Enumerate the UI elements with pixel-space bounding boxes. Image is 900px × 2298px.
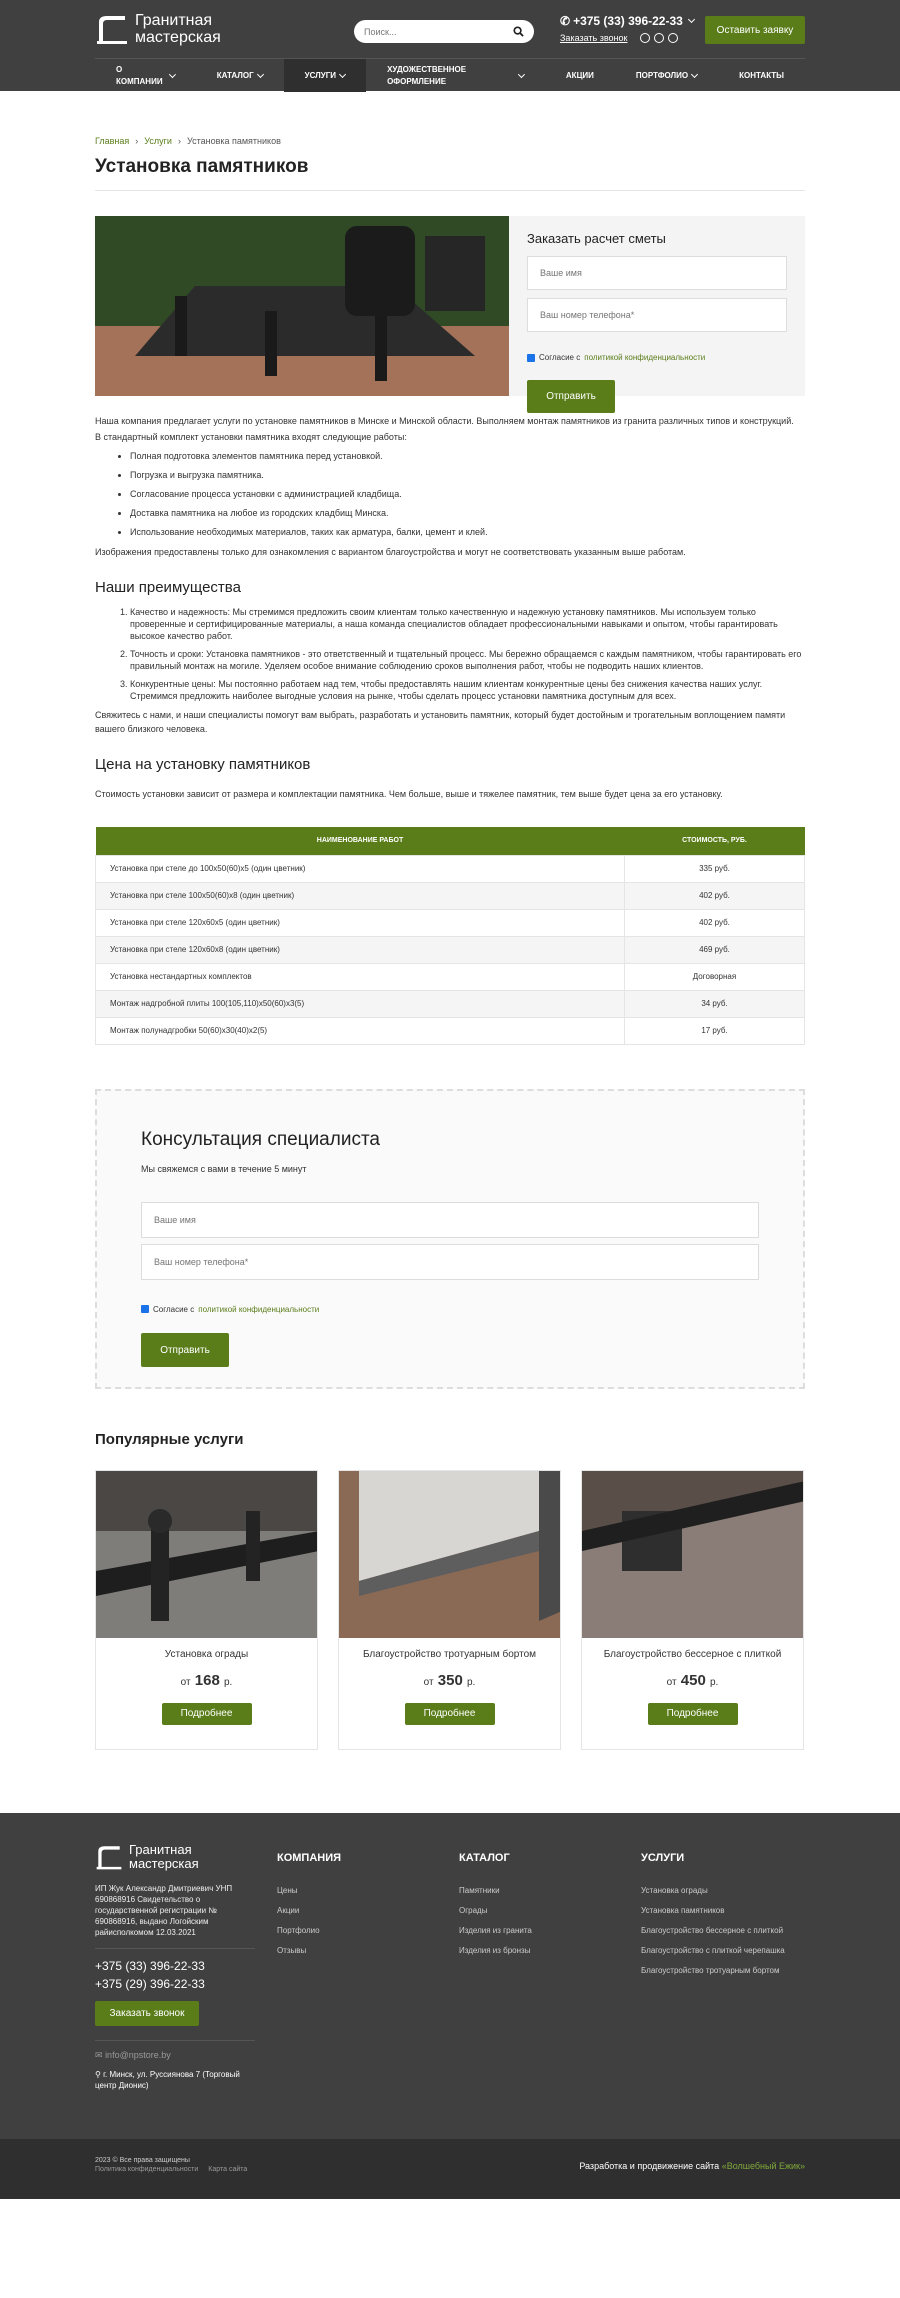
list-item: • Полная подготовка элементов памятника перед установкой. [130,450,805,462]
social-icons [640,33,678,43]
details-button[interactable]: Подробнее [162,1703,252,1725]
phone-field[interactable] [527,298,787,332]
footer-link[interactable]: Акции [277,1906,300,1916]
nav-item-art[interactable] [366,59,545,92]
table-row [96,909,805,936]
footer-phone-2[interactable]: +375 (29) 396-22-33 [95,1976,205,1991]
phone-field[interactable] [141,1244,759,1280]
intro-text: Наша компания предлагает услуги по установке памятников в Минске и Минской области. Выполняем монтаж памятников из гранита различных типов и конструкций. [95,416,794,427]
price-currency: р. [466,1676,476,1688]
description [95,414,805,801]
logo-line2: мастерская [135,29,221,46]
work-price: 17 руб. [625,1017,805,1044]
includes-intro: В стандартный комплект установки памятника входят следующие работы: [95,432,407,443]
consent-checkbox[interactable] [527,354,535,362]
list-item: 3. Конкурентные цены: Мы постоянно работаем над тем, чтобы предоставлять нашим клиентам конкурентные цены без снижения качества наших услуг. Стремимся предложить наиболее выгодные условия на рынке, чтобы сделать процесс установки памятника доступным для всех. [130,678,805,702]
work-name: Установка при стеле до 100х50(60)х5 (один цветник) [96,855,625,882]
logo-line1: Гранитная [135,12,213,29]
breadcrumb-services[interactable]: Услуги [144,136,172,146]
consult-subtitle: Мы свяжемся с вами в течение 5 минут [141,1164,307,1175]
nav-item-services[interactable] [284,59,366,92]
privacy-policy-link[interactable]: Политика конфиденциальности [95,2165,199,2173]
footer-link[interactable]: Ограды [459,1906,488,1916]
header-phone[interactable]: +375 (33) 396-22-33 [573,14,683,28]
service-card[interactable] [338,1470,561,1750]
price-note: Стоимость установки зависит от размера и комплектации памятника. Чем больше, выше и тяжелее памятник, тем выше будет цена за его установку. [95,789,723,800]
submit-button[interactable]: Отправить [527,380,615,413]
page-title: Установка памятников [95,154,805,192]
monument-photo [95,216,509,396]
telegram-icon[interactable] [654,33,664,43]
hero-section [95,216,805,402]
work-price: 469 руб. [625,936,805,963]
estimate-form-title: Заказать расчет сметы [527,231,666,247]
search-icon[interactable] [513,26,524,37]
fence-photo [96,1471,317,1638]
email-link[interactable]: info@npstore.by [105,2049,171,2060]
privacy-consent [527,352,787,363]
nav-label: УСЛУГИ [304,70,337,80]
consent-text: Согласие с [153,1304,195,1314]
site-header [0,0,900,91]
footer-link[interactable]: Портфолио [277,1926,320,1936]
work-name: Установка при стеле 120х60х5 (один цветник) [96,909,625,936]
site-footer [0,1813,900,2139]
footer-column-company [277,1851,447,1966]
footer-link[interactable]: Благоустройство с плиткой черепашка [641,1946,785,1956]
card-price [96,1670,317,1691]
card-price [339,1670,560,1691]
footer-link[interactable]: Установка памятников [641,1906,725,1916]
privacy-policy-link[interactable]: политикой конфиденциальности [198,1304,320,1314]
nav-label: ХУДОЖЕСТВЕННОЕ ОФОРМЛЕНИЕ [387,65,467,86]
service-card[interactable] [581,1470,804,1750]
whatsapp-icon[interactable] [640,33,650,43]
card-price [582,1670,803,1691]
work-price: 335 руб. [625,855,805,882]
work-name: Установка при стеле 100х50(60)х8 (один цветник) [96,882,625,909]
footer-address [95,2069,255,2091]
callback-link[interactable]: Заказать звонок [560,32,628,43]
name-field[interactable] [141,1202,759,1238]
work-name: Монтаж полунадгробки 50(60)х30(40)х2(5) [96,1017,625,1044]
breadcrumb-separator: › [135,136,139,146]
chevron-down-icon [169,71,176,78]
footer-link[interactable]: Благоустройство бессерное с плиткой [641,1926,784,1936]
list-item: • Использование необходимых материалов, таких как арматура, балки, цемент и клей. [130,526,805,538]
nav-item-catalog[interactable] [196,59,284,92]
footer-link[interactable]: Изделия из гранита [459,1926,532,1936]
footer-link[interactable]: Отзывы [277,1946,307,1956]
price-value: 168 [194,1671,220,1689]
footer-column-title: КОМПАНИЯ [277,1851,342,1864]
consult-title: Консультация специалиста [141,1128,381,1150]
logo-icon [95,12,129,46]
nav-label: КАТАЛОГ [216,70,254,80]
footer-callback-button[interactable]: Заказать звонок [95,2001,199,2026]
table-header-row [96,827,805,855]
price-value: 350 [437,1671,463,1689]
breadcrumb-current: Установка памятников [186,136,281,146]
footer-link[interactable]: Изделия из бронзы [459,1946,531,1956]
main-content [95,135,805,1750]
viber-icon[interactable] [668,33,678,43]
consent-text: Согласие с [539,353,581,363]
header-contacts [560,13,694,46]
table-row [96,882,805,909]
includes-list [130,450,805,538]
work-price: Договорная [625,963,805,990]
footer-column-services [641,1851,791,1986]
chevron-down-icon [691,70,698,77]
service-cards [95,1470,805,1750]
nav-item-about[interactable] [95,59,196,92]
site-logo[interactable] [95,12,221,46]
price-prefix: от [666,1676,677,1688]
curb-photo [339,1471,560,1638]
breadcrumb-separator: › [177,136,181,146]
work-name: Установка нестандартных комплектов [96,963,625,990]
consultation-form [95,1089,805,1389]
developer-credit [579,2160,805,2173]
nav-item-contacts[interactable] [718,59,805,92]
footer-column-catalog [459,1851,629,1966]
nav-item-portfolio[interactable] [615,59,718,92]
column-header: СТОИМОСТЬ, РУБ. [625,827,805,855]
price-table [95,827,805,1045]
work-price: 402 руб. [625,882,805,909]
advantages-list [130,606,805,702]
price-currency: р. [709,1676,719,1688]
chevron-down-icon [518,71,525,78]
address-text: г. Минск, ул. Руссиянова 7 (Торговый центр Дионис) [95,2070,240,2091]
bottom-bar [0,2139,900,2199]
list-item: 1. Качество и надежность: Мы стремимся предложить своим клиентам только качественную и надежную установку памятников. Мы используем только проверенные и сертифицированные материалы, а наша команда специалистов обладает профессиональными навыками и опытом, чтобы гарантировать высокое качество работ. [130,606,805,642]
work-price: 402 руб. [625,909,805,936]
breadcrumb-home[interactable]: Главная [95,136,130,146]
card-title: Благоустройство бессерное с плиткой [603,1648,782,1660]
price-value: 450 [680,1671,706,1689]
chevron-down-icon [257,70,264,77]
list-item: • Согласование процесса установки с администрацией кладбища. [130,488,805,500]
nav-label: О КОМПАНИИ [116,65,163,86]
work-name: Установка при стеле 120х60х8 (один цветник) [96,936,625,963]
name-field[interactable] [527,256,787,290]
main-nav [95,58,805,91]
footer-email [95,2040,255,2062]
order-request-button[interactable]: Оставить заявку [705,16,805,44]
service-card[interactable] [95,1470,318,1750]
contact-note: Свяжитесь с нами, и наши специалисты помогут вам выбрать, разработать и установить памятник, который будет достойным и трогательным воплощением памяти вашего близкого человека. [95,710,786,735]
footer-phones [95,1948,255,1993]
price-title: Цена на установку памятников [95,756,311,774]
footer-link[interactable]: Благоустройство тротуарным бортом [641,1966,780,1976]
list-item: 2. Точность и сроки: Установка памятников - это ответственный и тщательный процесс. Мы бережно обращаемся с каждым памятником, чтобы гарантировать его правильный монтаж на могиле. Уделяем особое внимание соблюдению сроков выполнения работ, чтобы не подводить наших клиентов. [130,648,805,672]
developer-link[interactable]: «Волшебный Ежик» [721,2160,805,2171]
search-box [354,20,534,43]
card-title: Установка ограды [164,1648,249,1660]
table-row [96,1017,805,1044]
price-currency: р. [223,1676,233,1688]
work-price: 34 руб. [625,990,805,1017]
nav-label: КОНТАКТЫ [739,70,784,80]
chevron-down-icon[interactable] [688,16,695,23]
popular-services-title: Популярные услуги [95,1430,244,1448]
footer-column-title: КАТАЛОГ [459,1851,510,1864]
nav-label: ПОРТФОЛИО [635,70,689,80]
footer-link[interactable]: Установка ограды [641,1886,708,1896]
work-name: Монтаж надгробной плиты 100(105,110)х50(60)х3(5) [96,990,625,1017]
estimate-form [509,216,805,402]
footer-phone-1[interactable]: +375 (33) 396-22-33 [95,1958,205,1973]
footer-link[interactable]: Памятники [459,1886,500,1896]
images-note: Изображения предоставлены только для ознакомления с вариантом благоустройства и могут не соответствовать указанным выше работам. [95,547,686,558]
privacy-policy-link[interactable]: политикой конфиденциальности [584,353,706,363]
list-item: • Доставка памятника на любое из городских кладбищ Минска. [130,507,805,519]
consent-checkbox[interactable] [141,1305,149,1313]
copyright: 2023 © Все права защищены [95,2156,190,2164]
details-button[interactable]: Подробнее [648,1703,738,1725]
location-icon: ⚲ [95,2070,101,2080]
chevron-down-icon [339,70,346,77]
table-row [96,936,805,963]
price-prefix: от [423,1676,434,1688]
logo-icon [95,1843,123,1871]
submit-button[interactable]: Отправить [141,1333,229,1367]
table-row [96,963,805,990]
footer-link[interactable]: Цены [277,1886,298,1896]
details-button[interactable]: Подробнее [405,1703,495,1725]
search-input[interactable] [364,27,513,37]
sitemap-link[interactable]: Карта сайта [208,2165,248,2173]
developer-text: Разработка и продвижение сайта [579,2160,720,2171]
legal-info: ИП Жук Александр Дмитриевич УНП 690868916 Свидетельство о государственной регистрации № 690868916, выдано Логойским райисполкомом 12.03.2021 [95,1883,233,1937]
card-title: Благоустройство тротуарным бортом [362,1648,537,1660]
column-header: НАИМЕНОВАНИЕ РАБОТ [96,827,625,855]
footer-column-title: УСЛУГИ [641,1851,685,1864]
price-prefix: от [180,1676,191,1688]
list-item: • Погрузка и выгрузка памятника. [130,469,805,481]
mail-icon: ✉ [95,2049,103,2060]
advantages-title: Наши преимущества [95,579,241,597]
logo-line2: мастерская [129,1855,199,1871]
table-row [96,990,805,1017]
nav-item-promo[interactable] [545,59,615,92]
footer-logo[interactable] [95,1843,255,1871]
breadcrumb [95,135,805,148]
phone-icon: ✆ [560,14,571,28]
table-row [96,855,805,882]
privacy-consent [141,1304,759,1315]
logo-line1: Гранитная [129,1841,192,1857]
nav-label: АКЦИИ [565,70,594,80]
tile-photo [582,1471,803,1638]
